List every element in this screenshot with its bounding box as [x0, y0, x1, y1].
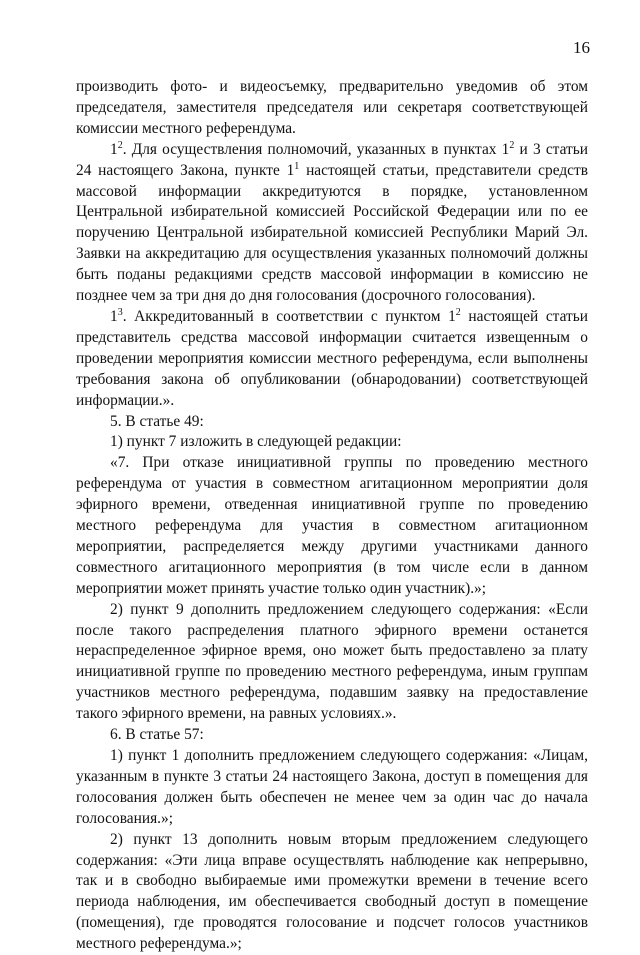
paragraph-item: 1) пункт 7 изложить в следующей редакции:: [110, 433, 402, 451]
paragraph-item: 1) пункт 1 дополнить предложением следующего содержания: «Лицам, указанным в пункте 3 статьи 24 настоящего Закона, доступ в помещения для голосования должен быть обеспечен не менее чем за один час до начала голосования.»;: [76, 747, 588, 827]
document-body: [76, 77, 588, 955]
paragraph-text: и 3 статьи 24 настоящего Закона, пункте 1: [76, 140, 588, 179]
superscript: 1: [294, 160, 300, 172]
page-number: 16: [573, 38, 590, 57]
superscript: 2: [455, 306, 461, 318]
section-heading-article-57: 6. В статье 57:: [110, 726, 204, 744]
paragraph-text: . Для осуществления полномочий, указанных в пунктах 1: [122, 140, 510, 158]
item-number-superscript: 2: [117, 139, 123, 151]
paragraph-text: . Аккредитованный в соответствии с пунктом 1: [122, 307, 456, 325]
paragraph-text: настоящей статьи представитель средства массовой информации считается извещенным о проведении мероприятия комиссии местного референдума, если выполнены требования закона об опубликовании (обнародовании) соответствующей информации.».: [76, 307, 588, 409]
paragraph-continuation: производить фото- и видеосъемку, предварительно уведомив об этом председателя, заместителя председателя или секретаря соответствующей комиссии местного референдума.: [76, 78, 588, 137]
item-number: 1: [110, 307, 118, 325]
paragraph-text: настоящей статьи, представители средств массовой информации аккредитуются в порядке, установленном Центральной избирательной комиссией Российской Федерации или по ее поручению Центральной избирательной комиссией Республики Марий Эл. Заявки на аккредитацию для осуществления указанных полномочий должны быть поданы редакциями средств массовой информации в комиссию не позднее чем за три дня до дня голосования (досрочного голосования).: [76, 161, 588, 305]
paragraph-item: 2) пункт 9 дополнить предложением следующего содержания: «Если после такого распределения платного эфирного времени останется нераспределенное эфирное время, оно может быть предоставлено за плату инициативной группе по проведению местного референдума, иным группам участников местного референдума, подавшим заявку на предоставление такого эфирного времени, на равных условиях.».: [76, 600, 588, 723]
paragraph-item-1-2: [76, 140, 588, 307]
superscript: 2: [509, 139, 515, 151]
item-number: 1: [110, 140, 118, 158]
paragraph-item: 2) пункт 13 дополнить новым вторым предложением следующего содержания: «Эти лица вправе осуществлять наблюдение как непрерывно, так и в свободно выбираемые ими промежутки времени в течение всего периода наблюдения, им обеспечивается свободный доступ в помещение (помещения), где проводятся голосование и подсчет голосов участников местного референдума.»;: [76, 830, 588, 953]
section-heading-article-49: 5. В статье 49:: [110, 412, 204, 430]
paragraph-quoted-item-7: «7. При отказе инициативной группы по проведению местного референдума от участия в совместном агитационном мероприятии доля эфирного времени, отведенная инициативной группе по проведению местного референдума для участия в совместном агитационном мероприятии, распределяется между другими участниками данного совместного агитационного мероприятия (в том числе если в данном мероприятии может принять участие только один участник).»;: [76, 454, 588, 597]
item-number-superscript: 3: [117, 306, 123, 318]
paragraph-item-1-3: [76, 307, 588, 412]
